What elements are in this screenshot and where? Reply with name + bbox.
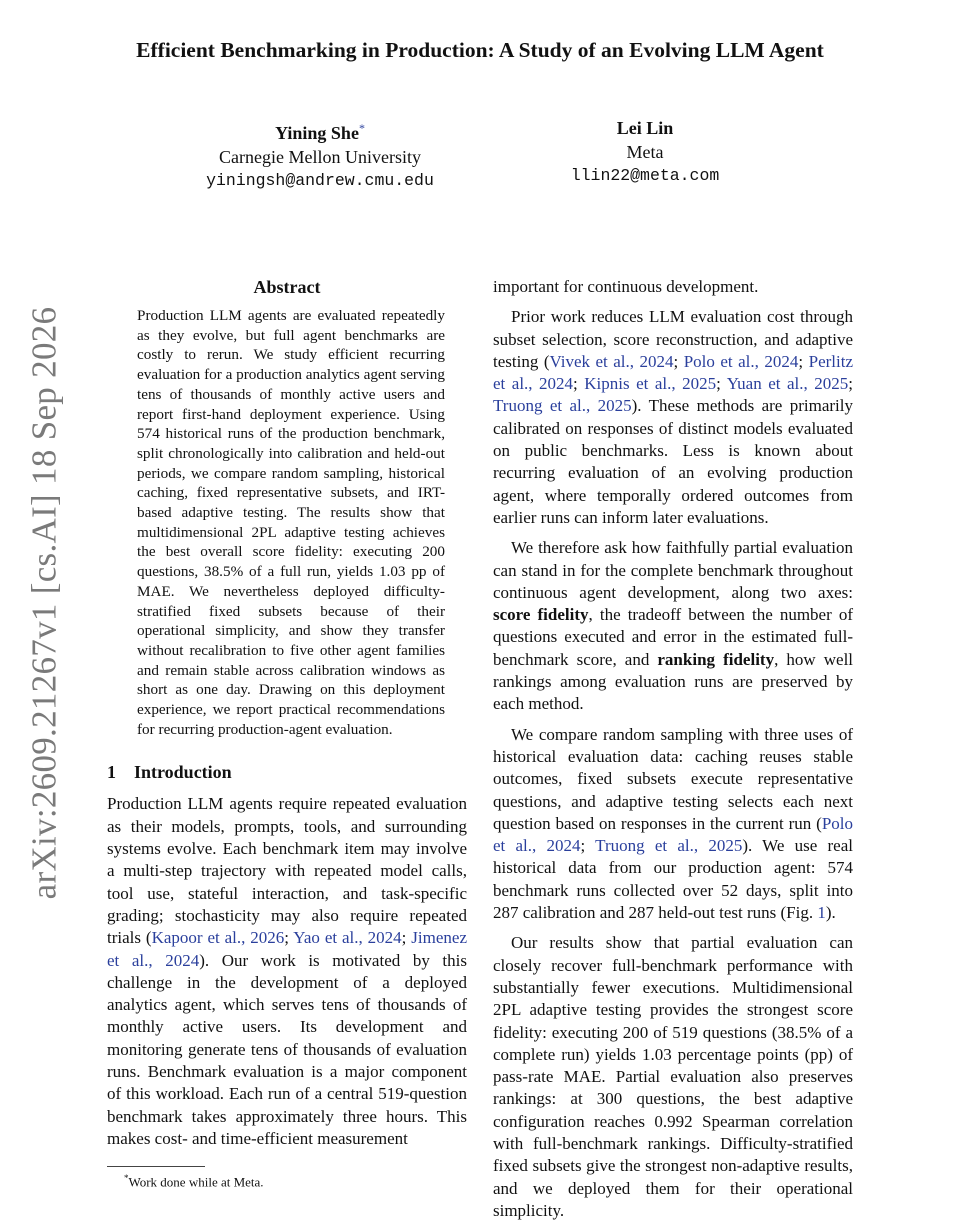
section-title: Introduction — [134, 762, 232, 783]
author-name: Lei Lin — [616, 118, 674, 138]
term-ranking-fidelity: ranking fidelity — [657, 649, 775, 669]
intro-paragraph-1-continued: important for continuous development. — [493, 277, 759, 296]
author-name: Yining She* — [275, 121, 365, 143]
citation-jimenez[interactable]: Jimenez et al., 2024 — [107, 928, 467, 970]
citation-polo[interactable]: Polo et al., 2024 — [683, 351, 799, 371]
citation-kapoor[interactable]: Kapoor et al., 2026 — [151, 928, 285, 948]
right-column — [493, 276, 853, 1230]
citation-yao[interactable]: Yao et al., 2024 — [293, 928, 402, 948]
citation-perlitz[interactable]: Perlitz et al., 2024 — [493, 351, 853, 394]
intro-paragraph-1: Production LLM agents require repeated evaluation as their models, prompts, tools, and surrounding systems evolve. Each benchmark item may involve a multi-step trajectory with repeated model calls, tool use, stateful interaction, and task-specific grading; stochasticity may also require repeated trials (Kapoor et al., 2026; Yao et al., 2024; Jimenez et al., 2024). Our work is motivated by this challenge in the development of a deployed analytics agent, which serves tens of thousands of monthly active users. Its development and monitoring generate tens of thousands of evaluation runs. Benchmark evaluation is a major component of this workload. Each run of a central 519-question benchmark takes approximately three hours. This makes cost- and time-efficient measurement — [107, 794, 467, 1148]
paper-title: Efficient Benchmarking in Production: A Study of an Evolving LLM Agent — [136, 38, 824, 62]
author-block-1 — [170, 116, 470, 193]
figure-reference-1[interactable]: 1 — [817, 903, 826, 923]
intro-paragraph-5: Our results show that partial evaluation can closely recover full-benchmark performance with substantially fewer executions. Multidimensional 2PL adaptive testing provides the strongest score fidelity: executing 200 of 519 questions (38.5% of a complete run) yields 1.03 percentage points (pp) of pass-rate MAE. Partial evaluation also preserves rankings: at 300 questions, the best adaptive configuration reaches 0.992 Spearman correlation with full-benchmark rankings. Difficulty-stratified fixed subsets give the strongest non-adaptive results, and we deployed them for their operational simplicity. — [493, 933, 853, 1220]
left-column — [107, 276, 467, 1150]
footnote-divider — [107, 1166, 205, 1167]
citation-truong[interactable]: Truong et al., 2025 — [493, 396, 632, 416]
arxiv-identifier-text: arXiv:2609.21267v1 [cs.AI] 18 Sep 2026 — [24, 306, 63, 900]
footnote — [124, 1170, 264, 1190]
intro-paragraph-3: We therefore ask how faithfully partial evaluation can stand in for the complete benchmark throughout continuous agent development, along two axes: score fidelity, the tradeoff between the number of questions executed and error in the estimated full-benchmark score, and ranking fidelity, how well rankings among evaluation runs are preserved by each method. — [493, 538, 854, 714]
arxiv-identifier — [20, 306, 68, 900]
author-affiliation: Meta — [626, 142, 664, 162]
intro-paragraph-2: Prior work reduces LLM evaluation cost through subset selection, score reconstruction, and adaptive testing (Vivek et al., 2024; Polo et al., 2024; Perlitz et al., 2024; Kipnis et al., 2025; Yuan et al., 2025; Truong et al., 2025). These methods are primarily calibrated on responses of distinct models evaluated on public benchmarks. Less is known about recurring evaluation of an evolving production agent, where temporally ordered outcomes from earlier runs can inform later evaluations. — [493, 307, 853, 527]
intro-paragraph-4: We compare random sampling with three uses of historical evaluation data: caching reuses stable outcomes, fixed subsets execute representative questions, and adaptive testing selects each next question based on responses in the current run (Polo et al., 2024; Truong et al., 2025). We use real historical data from our production agent: 574 benchmark runs collected over 52 days, split into 287 calibration and 287 held-out test runs (Fig. 1). — [493, 724, 853, 923]
footnote-mark: * — [124, 1173, 129, 1183]
citation-yuan[interactable]: Yuan et al., 2025 — [726, 374, 849, 394]
abstract-text: Production LLM agents are evaluated repeatedly as they evolve, but full agent benchmarks are costly to rerun. We study efficient recurring evaluation for a production analytics agent serving tens of thousands of monthly active users and report first-hand deployment experience. Using 574 historical runs of the production benchmark, split chronologically into calibration and held-out periods, we compare random sampling, historical caching, fixed representative subsets, and IRT-based adaptive testing. The results show that multidimensional 2PL adaptive testing achieves the best overall score fidelity: executing 200 questions, 38.5% of a full run, yields 1.03 pp of MAE. We nevertheless deployed difficulty-stratified fixed subsets because of their operational simplicity, and show they transfer without recalibration to five other agent families and remain stable across calibration windows as short as one day. Drawing on this deployment experience, we report practical recommendations for recurring production-agent evaluation. — [137, 307, 445, 738]
citation-kipnis[interactable]: Kipnis et al., 2025 — [584, 374, 717, 394]
abstract-heading: Abstract — [253, 277, 321, 297]
term-score-fidelity: score fidelity — [493, 605, 589, 625]
section-heading-introduction — [107, 761, 467, 783]
citation-polo[interactable]: Polo et al., 2024 — [493, 813, 853, 856]
footnote-text: Work done while at Meta. — [128, 1174, 264, 1190]
citation-vivek[interactable]: Vivek et al., 2024 — [549, 351, 674, 371]
author-affiliation: Carnegie Mellon University — [219, 147, 421, 167]
section-number: 1 — [107, 762, 116, 783]
author-block-2 — [530, 116, 760, 188]
citation-truong[interactable]: Truong et al., 2025 — [595, 836, 743, 856]
author-email: llin22@meta.com — [570, 166, 720, 185]
author-email: yiningsh@andrew.cmu.edu — [206, 171, 434, 190]
author-footnote-mark[interactable]: * — [358, 121, 365, 135]
